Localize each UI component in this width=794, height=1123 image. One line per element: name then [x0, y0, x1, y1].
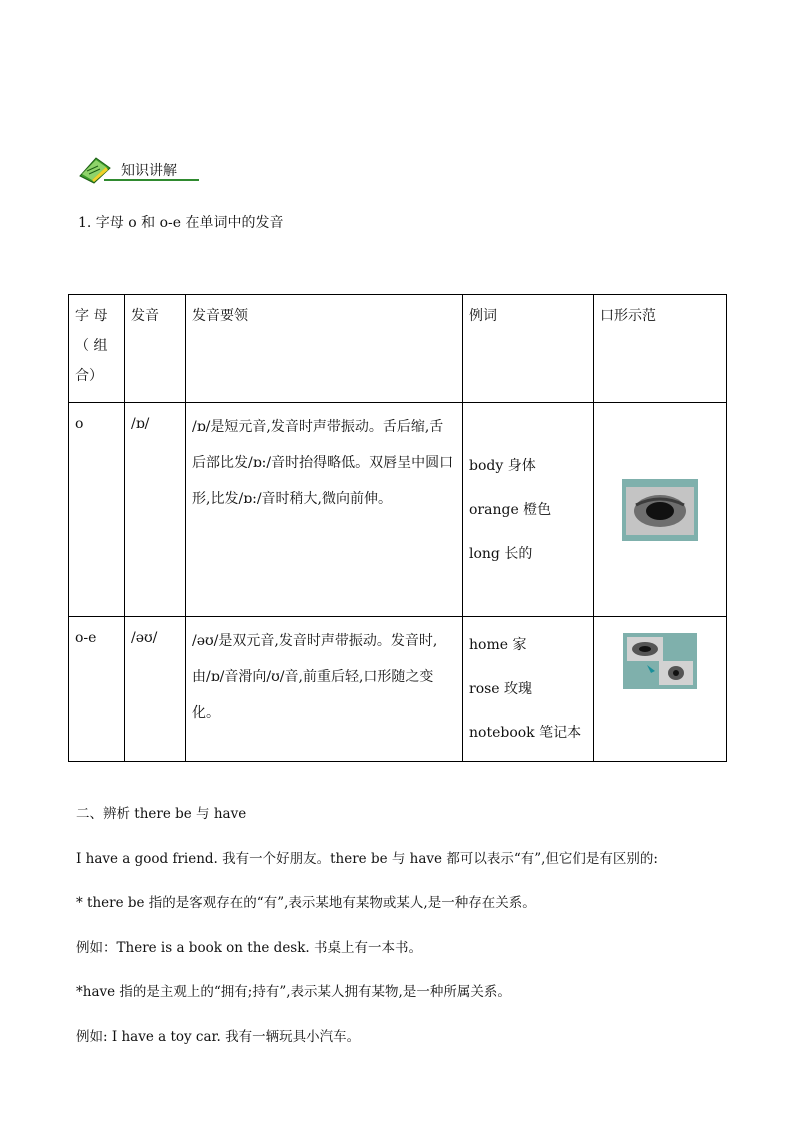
example-word: body 身体	[469, 457, 536, 474]
header-cell-sound: 发音	[125, 295, 186, 403]
header-cell-mouth: 口形示范	[594, 295, 727, 403]
paragraph-line: I have a good friend. 我有一个好朋友。there be 与 have 都可以表示“有”,但它们是有区别的:	[76, 851, 658, 867]
example-word: rose 玫瑰	[469, 681, 533, 697]
cell-examples	[463, 617, 594, 762]
cell-mouth	[594, 403, 727, 617]
cell-mouth	[594, 617, 727, 762]
section1-title: 1. 字母 o 和 o-e 在单词中的发音	[78, 215, 284, 231]
example-word: home 家	[469, 637, 527, 653]
header-underline	[104, 179, 199, 181]
paragraph-line: * there be 指的是客观存在的“有”,表示某地有某物或某人,是一种存在关系。	[76, 895, 536, 911]
section2-title: 二、辨析 there be 与 have	[76, 806, 247, 822]
header-cell-tip: 发音要领	[186, 295, 463, 403]
example-word: long 长的	[469, 545, 533, 562]
header-cell-letter: 字 母（ 组合）	[69, 295, 125, 403]
table-row	[69, 403, 727, 617]
section-header	[78, 154, 200, 184]
example-word: orange 橙色	[469, 501, 552, 518]
paragraph-line: *have 指的是主观上的“拥有;持有”,表示某人拥有某物,是一种所属关系。	[76, 984, 511, 1000]
header-label: 知识讲解	[121, 163, 177, 179]
mouth-shape-photo-oe	[623, 633, 697, 689]
cell-tip: /ɒ/是短元音,发音时声带振动。舌后缩,舌后部比发/ɒ:/音时抬得略低。双唇呈中圆口形,比发/ɒ:/音时稍大,微向前伸。	[186, 403, 463, 617]
cell-letter: o-e	[69, 617, 125, 762]
example-word: notebook 笔记本	[469, 725, 582, 741]
cell-examples	[463, 403, 594, 617]
cell-letter: o	[69, 403, 125, 617]
header-cell-examples: 例词	[463, 295, 594, 403]
mouth-shape-photo-o	[622, 479, 698, 541]
table-header-row	[69, 295, 727, 403]
pronunciation-table	[68, 294, 727, 762]
cell-sound: /əʊ/	[125, 617, 186, 762]
paragraph-line: 例如: I have a toy car. 我有一辆玩具小汽车。	[76, 1029, 361, 1045]
cell-tip: /əʊ/是双元音,发音时声带振动。发音时,由/ɒ/音滑向/ʊ/音,前重后轻,口形随之变化。	[186, 617, 463, 762]
table-row	[69, 617, 727, 762]
cell-sound: /ɒ/	[125, 403, 186, 617]
paragraph-line: 例如：There is a book on the desk. 书桌上有一本书。	[76, 940, 423, 956]
